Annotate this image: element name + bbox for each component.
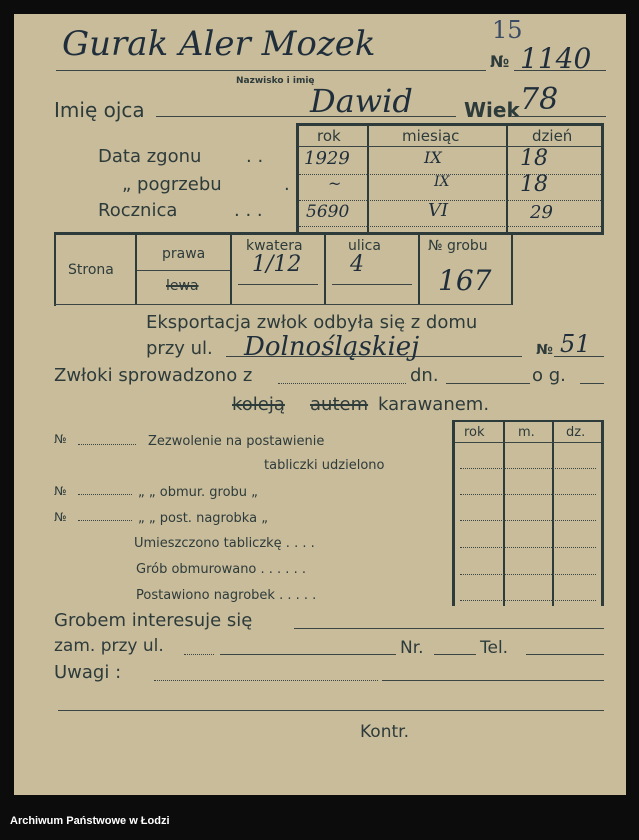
mode-car: autem <box>310 394 369 415</box>
father-label: Imię ojca <box>54 98 145 122</box>
permit-text: tabliczki udzielono <box>264 458 385 473</box>
death-day: 18 <box>520 146 548 171</box>
number-extra: 15 <box>492 16 523 44</box>
street-label: przy ul. <box>146 338 213 359</box>
anniversary-label: Rocznica <box>98 200 178 221</box>
permit-col-day: dz. <box>566 425 586 440</box>
permit-no: № <box>54 432 67 446</box>
interest-label: Grobem interesuje się <box>54 610 253 631</box>
dots: . <box>284 174 290 195</box>
father-name: Dawid <box>310 82 413 120</box>
street-value: Dolnośląskiej <box>244 332 420 362</box>
kwatera-label: kwatera <box>246 238 303 254</box>
burial-date-label: „ pogrzebu <box>122 174 222 195</box>
house-no-value: 51 <box>560 330 591 358</box>
dots: . . . <box>234 200 263 221</box>
nr-label: Nr. <box>400 638 424 658</box>
death-year: 1929 <box>304 148 350 169</box>
archive-credit: Archiwum Państwowe w Łodzi <box>10 815 170 827</box>
permit-no: № <box>54 484 67 498</box>
death-date-label: Data zgonu <box>98 146 202 167</box>
death-month: IX <box>424 148 442 167</box>
permit-text: Grób obmurowano . . . . . . <box>136 562 306 577</box>
side-label: Strona <box>68 262 114 278</box>
age-value: 78 <box>520 82 559 117</box>
age-label: Wiek <box>464 98 520 122</box>
export-text: Eksportacja zwłok odbyła się z domu <box>146 312 478 333</box>
permit-text: Umieszczono tabliczkę . . . . <box>134 536 315 551</box>
dots: . . <box>246 146 264 167</box>
grave-label: № grobu <box>428 238 488 254</box>
anniversary-day: 29 <box>530 202 553 223</box>
anniversary-year: 5690 <box>306 202 350 222</box>
permit-no: № <box>54 510 67 524</box>
permit-text: „ „ post. nagrobka „ <box>138 511 268 526</box>
burial-day: 18 <box>520 172 548 197</box>
kwatera-value: 1/12 <box>252 252 302 277</box>
control-label: Kontr. <box>360 722 409 742</box>
dn-label: dn. <box>410 365 439 386</box>
permit-text: Postawiono nagrobek . . . . . <box>136 588 317 603</box>
ulica-label: ulica <box>348 238 381 254</box>
col-month: miesiąc <box>402 127 460 145</box>
transport-label: Zwłoki sprowadzono z <box>54 365 253 386</box>
permit-text: Zezwolenie na postawienie <box>148 434 325 449</box>
col-year: rok <box>317 127 341 145</box>
name-handwritten: Gurak Aler Mozek <box>62 24 376 64</box>
side-left: lewa <box>166 278 199 294</box>
house-no-label: № <box>536 342 553 358</box>
anniversary-month: VI <box>428 200 449 221</box>
grave-value: 167 <box>438 264 492 297</box>
tel-label: Tel. <box>480 638 509 658</box>
burial-card <box>14 14 626 795</box>
address-label: zam. przy ul. <box>54 636 164 656</box>
name-label: Nazwisko i imię <box>236 76 315 86</box>
number-label: № <box>490 52 510 71</box>
ulica-value: 4 <box>350 252 364 277</box>
mode-rail: koleją <box>232 394 285 415</box>
permit-col-month: m. <box>518 425 535 440</box>
card-number: 1140 <box>520 42 592 75</box>
notes-label: Uwagi : <box>54 662 122 683</box>
side-right: prawa <box>162 246 206 262</box>
permit-text: „ „ obmur. grobu „ <box>138 485 258 500</box>
burial-year: ~ <box>328 174 342 193</box>
burial-month: IX <box>434 174 450 190</box>
permit-col-year: rok <box>464 425 485 440</box>
mode-hearse: karawanem. <box>378 394 490 415</box>
og-label: o g. <box>532 365 566 386</box>
col-day: dzień <box>532 127 573 145</box>
